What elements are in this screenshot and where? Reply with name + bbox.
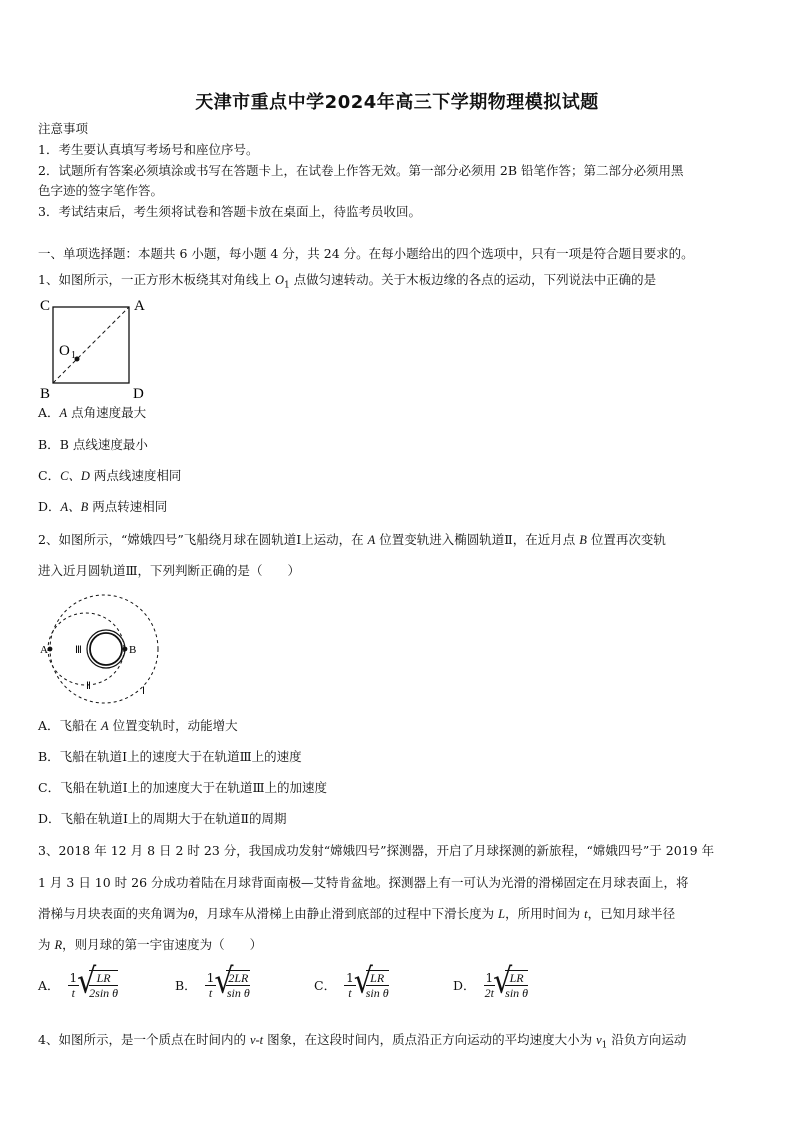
q3-option-a: A． $\frac{1}{t}$ √ $\frac{LR}{\text{2sin θ}}$	[38, 970, 118, 1000]
corner-label-a: A	[134, 298, 145, 314]
q1-option-a: A．A 点角速度最大	[38, 405, 147, 420]
label-b: B	[129, 644, 137, 656]
orbit-iii	[87, 630, 125, 668]
corner-label-d: D	[133, 386, 144, 400]
q2-option-c: C．飞船在轨道Ⅰ上的加速度大于在轨道Ⅲ上的加速度	[38, 780, 328, 795]
q1-option-c: C．C、D 两点线速度相同	[38, 468, 182, 483]
q3-stem-line-2: 1 月 3 日 10 时 26 分成功着陆在月球背面南极—艾特肯盆地。探测器上有一可认为光滑的滑梯固定在月球表面上，将	[38, 875, 689, 890]
corner-label-b: B	[40, 386, 51, 400]
q3-stem-line-4: 为 R，则月球的第一宇宙速度为（ ）	[38, 937, 263, 952]
q2-option-a: A．飞船在 A 位置变轨时，动能增大	[38, 718, 238, 733]
q2-stem-line-1: 2、如图所示，“嫦娥四号”飞船绕月球在圆轨道Ⅰ上运动，在 A 位置变轨进入椭圆轨道Ⅱ，在近月点 B 位置再次变轨	[38, 532, 666, 547]
q4-stem: 4、如图所示，是一个质点在时间内的 v-t 图象，在这段时间内，质点沿正方向运动的平均速度大小为 $v_1$ 沿负方向运动	[38, 1032, 687, 1051]
label-orbit-i: Ⅰ	[142, 686, 145, 697]
label-a: A	[40, 644, 48, 656]
q3-option-c: C． $\frac{1}{t}$ √ $\frac{LR}{\text{sin θ}}$	[314, 970, 389, 1000]
point-a	[48, 647, 53, 652]
label-orbit-ii: Ⅱ	[86, 681, 91, 692]
moon	[90, 633, 122, 665]
orbit-ii	[48, 613, 124, 685]
q3-option-b: B． $\frac{1}{t}$ √ $\frac{2LR}{\text{sin θ}}$	[175, 970, 250, 1000]
q2-stem-line-2: 进入近月圆轨道Ⅲ，下列判断正确的是（ ）	[38, 563, 301, 578]
q2-option-b: B．飞船在轨道Ⅰ上的速度大于在轨道Ⅲ上的速度	[38, 749, 302, 764]
notice-item-2-cont: 色字迹的签字笔作答。	[38, 183, 164, 198]
point-b	[123, 647, 128, 652]
q3-stem-line-1: 3、2018 年 12 月 8 日 2 时 23 分，我国成功发射“嫦娥四号”探测器，开启了月球探测的新旅程，“嫦娥四号”于 2019 年	[38, 843, 715, 858]
q1-option-d: D．A、B 两点转速相同	[38, 499, 168, 514]
q1-square-figure	[36, 292, 156, 400]
notice-item-3: 3．考试结束后，考生须将试卷和答题卡放在桌面上，待监考员收回。	[38, 204, 421, 219]
corner-label-c: C	[40, 298, 51, 314]
q1-option-b: B．B 点线速度最小	[38, 437, 148, 452]
section-heading: 一、单项选择题：本题共 6 小题，每小题 4 分，共 24 分。在每小题给出的四个选项中，只有一项是符合题目要求的。	[38, 246, 694, 261]
notice-item-2: 2．试题所有答案必须填涂或书写在答题卡上，在试卷上作答无效。第一部分必须用 2B 铅笔作答；第二部分必须用黑	[38, 163, 684, 178]
q2-orbit-figure	[36, 592, 166, 704]
q1-stem: 1、如图所示，一正方形木板绕其对角线上 $O_1$ 点做匀速转动。关于木板边缘的各点的运动，下列说法中正确的是	[38, 272, 657, 291]
q2-option-d: D．飞船在轨道Ⅰ上的周期大于在轨道Ⅱ的周期	[38, 811, 287, 826]
page-title: 天津市重点中学2024年高三下学期物理模拟试题	[195, 92, 599, 113]
q3-stem-line-3: 滑梯与月块表面的夹角调为θ，月球车从滑梯上由静止滑到底部的过程中下滑长度为 L，所用时间为 t，已知月球半径	[38, 906, 676, 921]
label-orbit-iii: Ⅲ	[75, 645, 82, 656]
pivot-label: O	[59, 343, 70, 359]
pivot-label-sub: 1	[71, 350, 76, 361]
notice-item-1: 1．考生要认真填写考场号和座位序号。	[38, 142, 259, 157]
q3-option-d: D． $\frac{1}{2t}$ √ $\frac{LR}{\text{sin θ}}$	[453, 970, 528, 1000]
notice-heading: 注意事项	[38, 121, 89, 136]
